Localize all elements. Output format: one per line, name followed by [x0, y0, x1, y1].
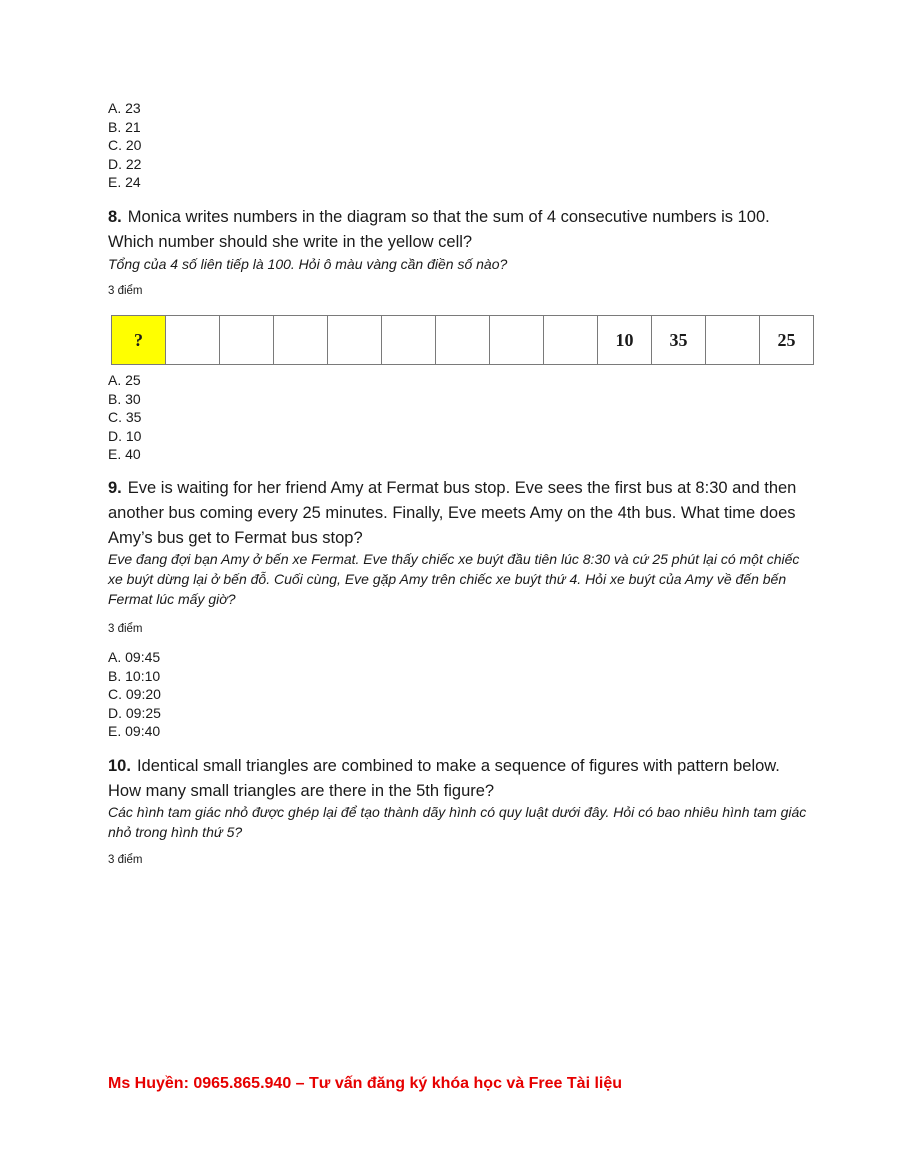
- diagram-cell: [544, 316, 598, 365]
- q7-options: [108, 99, 141, 192]
- q9-option-d: D. 09:25: [108, 704, 161, 721]
- q10-text: Identical small triangles are combined to make a sequence of figures with pattern below. How many small triangles are there in the 5th figure?: [108, 757, 780, 800]
- q10-question: [108, 754, 798, 804]
- diagram-cell: 35: [652, 316, 706, 365]
- q7-option-b: B. 21: [108, 118, 141, 135]
- diagram-cell: [166, 316, 220, 365]
- q9-text: Eve is waiting for her friend Amy at Fermat bus stop. Eve sees the first bus at 8:30 and then another bus coming every 25 minutes. Finally, Eve meets Amy on the 4th bus. What time does Amy’s bus get to Fermat bus stop?: [108, 479, 797, 547]
- q9-number: 9.: [108, 479, 122, 497]
- footer-contact: Ms Huyền: 0965.865.940 – Tư vấn đăng ký khóa học và Free Tài liệu: [108, 1075, 623, 1092]
- q7-option-c: C. 20: [108, 137, 142, 153]
- q8-options: [108, 371, 141, 464]
- q8-points: 3 điểm: [108, 285, 143, 297]
- q8-text: Monica writes numbers in the diagram so that the sum of 4 consecutive numbers is 100. Which number should she write in the yellow cell?: [108, 208, 770, 251]
- q9-option-b: B. 10:10: [108, 667, 161, 684]
- q9-option-a: A. 09:45: [108, 649, 161, 665]
- q9-points: 3 điểm: [108, 623, 143, 635]
- diagram-cell: 25: [760, 316, 814, 365]
- q9-option-e: E. 09:40: [108, 723, 161, 739]
- q9-option-c: C. 09:20: [108, 686, 161, 702]
- q10-vi-text: Các hình tam giác nhỏ được ghép lại để tạo thành dãy hình có quy luật dưới đây. Hỏi có bao nhiêu hình tam giác nhỏ trong hình thứ 5?: [108, 804, 807, 840]
- q9-vi-text: Eve đang đợi bạn Amy ở bến xe Fermat. Eve thấy chiếc xe buýt đầu tiên lúc 8:30 và cứ 25 phút lại có một chiếc xe buýt dừng lại ở bến đỗ. Cuối cùng, Eve gặp Amy trên chiếc xe buýt thứ 4. Hỏi xe buýt của Amy về đến bến Fermat lúc mấy giờ?: [108, 551, 800, 607]
- q8-vi-text: Tổng của 4 số liên tiếp là 100. Hỏi ô màu vàng cần điền số nào?: [108, 256, 508, 272]
- q8-option-d: D. 10: [108, 427, 142, 444]
- q10-points: 3 điểm: [108, 854, 143, 866]
- diagram-cell: 10: [598, 316, 652, 365]
- q8-option-c: C. 35: [108, 409, 142, 425]
- q8-number-diagram: [111, 315, 814, 365]
- diagram-cell: [274, 316, 328, 365]
- diagram-cell: [706, 316, 760, 365]
- q8-question: [108, 205, 798, 255]
- diagram-cell: [490, 316, 544, 365]
- q8-number: 8.: [108, 208, 122, 226]
- yellow-cell: ?: [112, 316, 166, 365]
- diagram-cell: [328, 316, 382, 365]
- q8-option-a: A. 25: [108, 372, 141, 388]
- q9-options: [108, 648, 161, 741]
- diagram-cell: [436, 316, 490, 365]
- q8-option-b: B. 30: [108, 390, 141, 407]
- q7-option-e: E. 24: [108, 174, 141, 190]
- q10-number: 10.: [108, 757, 131, 775]
- q7-option-a: A. 23: [108, 100, 141, 116]
- diagram-cell: [220, 316, 274, 365]
- q9-question: [108, 476, 798, 551]
- diagram-cell: [382, 316, 436, 365]
- q7-option-d: D. 22: [108, 155, 142, 172]
- q8-option-e: E. 40: [108, 446, 141, 462]
